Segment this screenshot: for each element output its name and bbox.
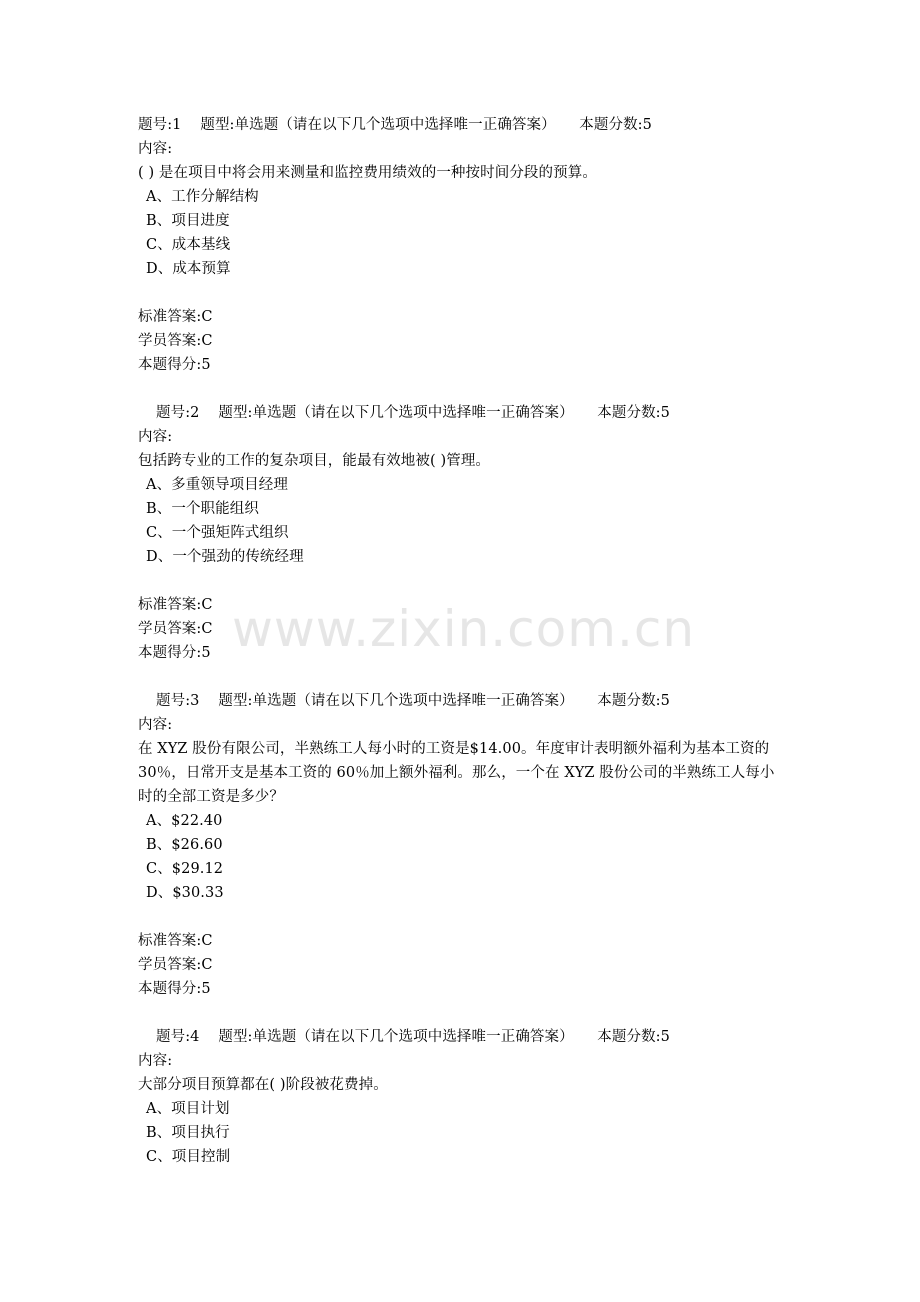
standard-answer: 标准答案:C	[138, 933, 213, 949]
question-stem: 在 XYZ 股份有限公司，半熟练工人每小时的工资是$14.00。年度审计表明额外福利为基本工资的 30％，日常开支是基本工资的 60％加上额外福利。那么，一个在 XYZ 股份公司的半熟练工人每小时的全部工资是多少？	[138, 741, 775, 805]
question-1	[138, 113, 788, 377]
question-header: 题号:4 题型:单选题（请在以下几个选项中选择唯一正确答案） 本题分数:5	[156, 1029, 670, 1045]
content-label: 内容:	[138, 1053, 173, 1069]
standard-answer: 标准答案:C	[138, 309, 213, 325]
option-b: B、项目进度	[146, 213, 230, 229]
option-a: A、项目计划	[146, 1101, 230, 1117]
student-answer: 学员答案:C	[138, 957, 213, 973]
question-header: 题号:3 题型:单选题（请在以下几个选项中选择唯一正确答案） 本题分数:5	[156, 693, 670, 709]
watermark: www.zixin.com.cn	[232, 600, 696, 658]
content-label: 内容:	[138, 429, 173, 445]
question-2	[138, 401, 788, 665]
question-stem: ( ) 是在项目中将会用来测量和监控费用绩效的一种按时间分段的预算。	[138, 165, 597, 181]
option-d: D、$30.33	[146, 885, 224, 901]
question-score: 本题得分:5	[138, 357, 211, 373]
question-4	[138, 1025, 788, 1169]
option-a: A、多重领导项目经理	[146, 477, 288, 493]
student-answer: 学员答案:C	[138, 333, 213, 349]
question-score: 本题得分:5	[138, 645, 211, 661]
option-c: C、成本基线	[146, 237, 231, 253]
option-b: B、一个职能组织	[146, 501, 259, 517]
content-label: 内容:	[138, 717, 173, 733]
question-header: 题号:1 题型:单选题（请在以下几个选项中选择唯一正确答案） 本题分数:5	[138, 117, 652, 133]
option-d: D、一个强劲的传统经理	[146, 549, 304, 565]
question-3	[138, 689, 788, 1001]
option-b: B、$26.60	[146, 837, 223, 853]
standard-answer: 标准答案:C	[138, 597, 213, 613]
option-c: C、$29.12	[146, 861, 224, 877]
question-stem: 大部分项目预算都在( )阶段被花费掉。	[138, 1077, 388, 1093]
option-c: C、项目控制	[146, 1149, 231, 1165]
option-c: C、一个强矩阵式组织	[146, 525, 289, 541]
content-label: 内容:	[138, 141, 173, 157]
exam-document	[138, 113, 788, 1169]
student-answer: 学员答案:C	[138, 621, 213, 637]
question-header: 题号:2 题型:单选题（请在以下几个选项中选择唯一正确答案） 本题分数:5	[156, 405, 670, 421]
option-b: B、项目执行	[146, 1125, 230, 1141]
question-score: 本题得分:5	[138, 981, 211, 997]
option-a: A、$22.40	[146, 813, 223, 829]
option-d: D、成本预算	[146, 261, 231, 277]
option-a: A、工作分解结构	[146, 189, 259, 205]
question-stem: 包括跨专业的工作的复杂项目，能最有效地被( )管理。	[138, 453, 491, 469]
